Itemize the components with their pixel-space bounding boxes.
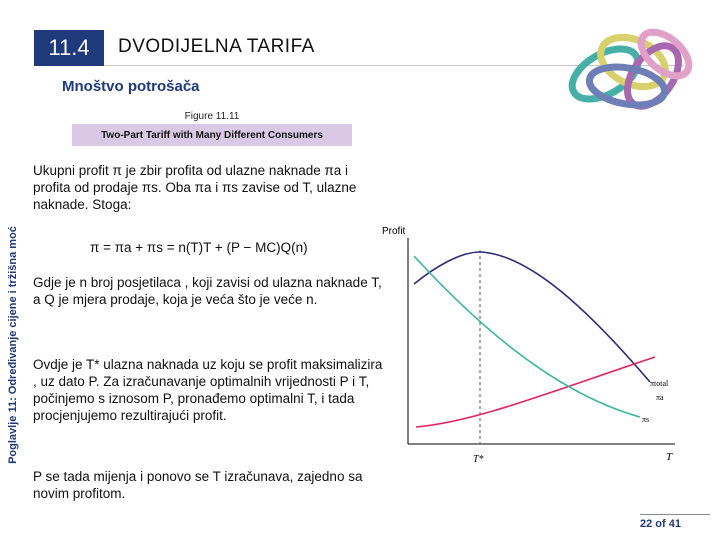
figure-label: Figure 11.11 [184,111,240,122]
page-number-divider [640,514,710,515]
curve-label-s: πs [642,415,650,424]
curve-s [414,256,640,417]
curve-a [416,357,655,427]
slide-subtitle: Mnoštvo potrošača [62,78,200,95]
paragraph-3: Ovdje je T* ulazna naknada uz koju se profit maksimalizira , uz dato P. Za izračunavanje optimalnih vrijednosti P i T, počinjemo s iznosom P, pronađemo optimalni T, i tada procjenjujemo rezultirajući profit. [33,357,383,423]
section-title: DVODIJELNA TARIFA [118,36,315,57]
profit-formula: π = πa + πs = n(T)T + (P − MC)Q(n) [90,240,308,255]
curve-label-total: πtotal [650,379,669,388]
paragraph-4: P se tada mijenja i ponovo se T izračunava, zajedno sa novim profitom. [33,469,363,501]
profit-chart [380,222,710,472]
page-number: 22 of 41 [640,518,681,530]
section-number: 11.4 [48,35,90,60]
curve-label-a: πa [656,393,664,402]
figure-caption: Two-Part Tariff with Many Different Consumers [101,130,323,141]
colored-rings-icon [555,14,710,126]
paragraph-2: Gdje je n broj posjetilaca , koji zavisi od ulazna naknade T, a Q je mjera prodaje, koja je veća što je veće n. [33,275,382,307]
section-number-badge [34,30,104,66]
paragraph-1: Ukupni profit π je zbir profita od ulazne naknade πa i profita od prodaje πs. Oba πa i πs zavise od T, ulazne naknade. Stoga: [33,163,357,212]
t-star-label: T* [473,454,484,465]
x-axis-label: T [666,451,673,463]
chapter-side-text: Poglavlje 11: Određivanje cijene i tržišna moć [7,226,19,464]
chapter-side-label [6,180,20,510]
y-axis-label: Profit [382,226,406,237]
